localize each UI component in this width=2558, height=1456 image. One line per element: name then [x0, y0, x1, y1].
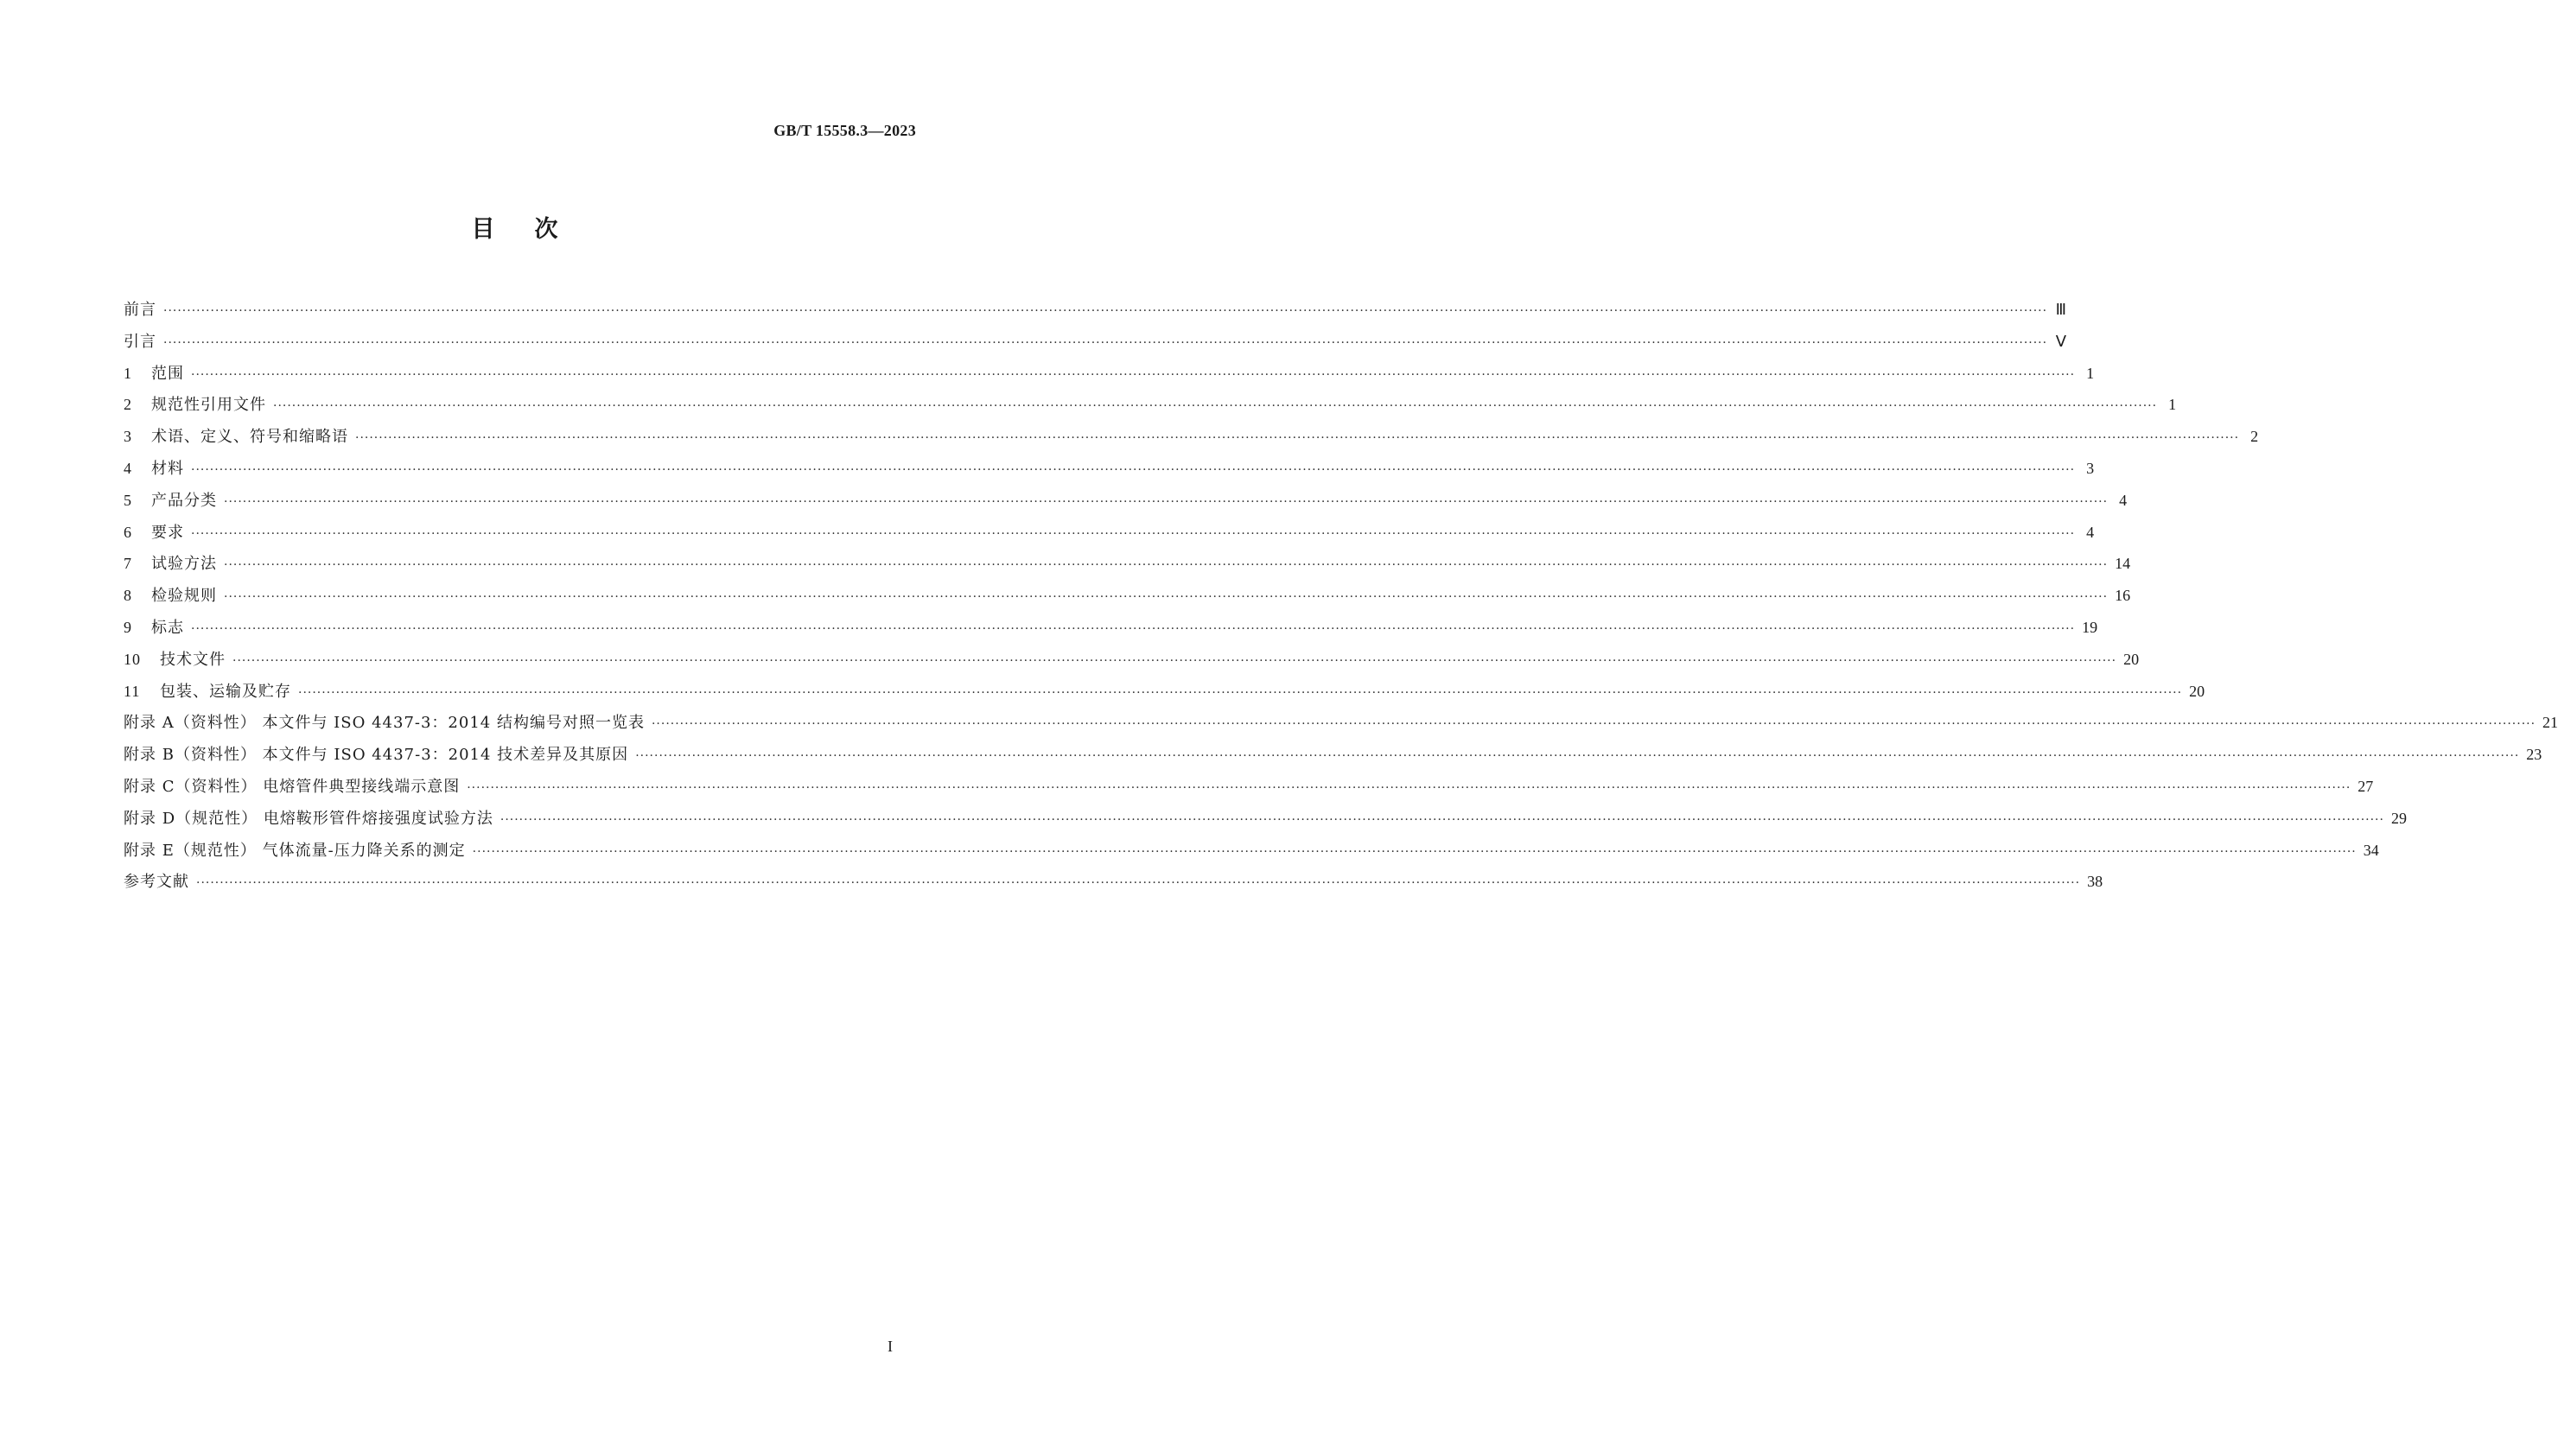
table-of-contents [124, 294, 2558, 898]
toc-entry-page: 29 [2390, 809, 2407, 827]
toc-dot-leader: ················································································································································································································································································································································································································ [224, 590, 2109, 605]
toc-entry[interactable] [124, 771, 2374, 803]
toc-entry-label [124, 453, 184, 486]
toc-entry-label [124, 517, 184, 550]
toc-entry-number: 2 [124, 396, 132, 414]
toc-entry[interactable] [124, 358, 2095, 390]
toc-entry-number: 1 [124, 364, 132, 382]
page-number: I [888, 1338, 893, 1355]
toc-entry-page: 3 [2086, 459, 2095, 477]
toc-entry-text: 技术文件 [160, 650, 226, 669]
toc-entry[interactable] [124, 453, 2095, 485]
toc-entry[interactable] [124, 389, 2177, 421]
toc-dot-leader: ················································································································································································································································································································································································································ [500, 812, 2384, 827]
toc-entry-text: 范围 [151, 364, 184, 383]
toc-entry-label [124, 485, 217, 518]
toc-dot-leader: ················································································································································································································································································································································································································ [298, 685, 2183, 700]
toc-entry-text: 参考文献 [124, 873, 189, 892]
toc-entry-page: 2 [2250, 428, 2259, 446]
toc-entry[interactable] [124, 294, 2067, 326]
toc-dot-leader: ················································································································································································································································································································································································································ [635, 749, 2520, 764]
toc-entry-number: 7 [124, 555, 132, 573]
toc-entry[interactable] [124, 803, 2407, 835]
toc-entry-number: 9 [124, 618, 132, 636]
toc-dot-leader: ················································································································································································································································································································································································································ [467, 780, 2351, 795]
toc-entry-page: 4 [2119, 491, 2128, 509]
toc-dot-leader: ················································································································································································································································································································································································································ [163, 304, 2048, 318]
toc-entry-label [124, 389, 266, 422]
toc-entry-text: 术语、定义、符号和缩略语 [151, 428, 348, 447]
toc-entry-page: 1 [2086, 364, 2095, 382]
toc-entry-text: 附录 B（资料性） 本文件与 ISO 4437-3：2014 技术差异及其原因 [124, 746, 629, 765]
toc-dot-leader: ················································································································································································································································································································································································································ [355, 431, 2240, 446]
toc-entry-label [124, 295, 156, 327]
toc-entry-text: 要求 [151, 523, 184, 542]
toc-entry[interactable] [124, 517, 2095, 549]
toc-entry-page: 38 [2087, 873, 2103, 891]
toc-entry-page: 19 [2082, 618, 2098, 636]
toc-entry-page: 23 [2526, 746, 2542, 764]
toc-entry[interactable] [124, 707, 2558, 739]
toc-entry-text: 附录 C（资料性） 电熔管件典型接线端示意图 [124, 777, 461, 796]
toc-entry-page: 14 [2115, 555, 2131, 573]
toc-entry[interactable] [124, 421, 2259, 453]
toc-entry-label [124, 358, 184, 391]
toc-entry-page: 20 [2189, 682, 2205, 700]
toc-entry[interactable] [124, 612, 2098, 644]
toc-entry-page: 21 [2542, 714, 2558, 732]
toc-entry-number: 8 [124, 587, 132, 605]
standard-code: GB/T 15558.3—2023 [773, 122, 916, 139]
toc-entry[interactable] [124, 548, 2131, 580]
toc-entry-label [124, 327, 156, 359]
toc-entry-text: 材料 [151, 459, 184, 478]
toc-entry-number: 4 [124, 459, 132, 477]
toc-dot-leader: ················································································································································································································································································································································································································ [224, 494, 2109, 509]
toc-dot-leader: ················································································································································································································································································································································································································ [232, 653, 2117, 668]
toc-entry-text: 附录 A（资料性） 本文件与 ISO 4437-3：2014 结构编号对照一览表 [124, 714, 645, 733]
toc-entry-number: 11 [124, 682, 141, 700]
toc-entry-page: 16 [2115, 587, 2131, 605]
toc-entry-page: Ⅲ [2055, 301, 2067, 318]
toc-dot-leader: ················································································································································································································································································································································································································ [163, 335, 2048, 350]
toc-entry-label [124, 708, 645, 740]
toc-entry-label [124, 740, 628, 772]
toc-entry-text: 前言 [124, 301, 156, 319]
toc-entry[interactable] [124, 326, 2067, 358]
toc-entry-text: 附录 D（规范性） 电熔鞍形管件熔接强度试验方法 [124, 809, 493, 828]
toc-dot-leader: ················································································································································································································································································································································································································ [196, 876, 2081, 891]
toc-dot-leader: ················································································································································································································································································································································································································ [191, 621, 2076, 636]
toc-entry[interactable] [124, 485, 2128, 517]
toc-entry-label [124, 580, 217, 613]
toc-entry[interactable] [124, 835, 2379, 867]
toc-entry-page: 1 [2168, 396, 2177, 414]
toc-dot-leader: ················································································································································································································································································································································································································ [224, 558, 2109, 573]
toc-entry-label [124, 612, 184, 645]
toc-entry-number: 5 [124, 491, 132, 509]
toc-entry-page: 34 [2363, 841, 2379, 859]
toc-entry-page: 4 [2086, 523, 2095, 541]
toc-entry-label [124, 548, 217, 581]
toc-entry-label [124, 804, 493, 836]
toc-entry-label [124, 644, 226, 677]
toc-dot-leader: ················································································································································································································································································································································································································ [191, 462, 2076, 477]
toc-entry-label [124, 772, 460, 804]
toc-entry[interactable] [124, 739, 2542, 771]
toc-dot-leader: ················································································································································································································································································································································································································ [191, 367, 2076, 382]
toc-entry-label [124, 676, 291, 709]
toc-entry-page: 27 [2358, 777, 2374, 795]
toc-entry[interactable] [124, 676, 2205, 708]
toc-entry-number: 3 [124, 428, 132, 446]
toc-entry-text: 产品分类 [151, 491, 217, 510]
toc-entry-text: 附录 E（规范性） 气体流量-压力降关系的测定 [124, 841, 466, 860]
toc-entry-number: 10 [124, 650, 141, 668]
toc-dot-leader: ················································································································································································································································································································································································································ [651, 717, 2536, 732]
toc-entry-text: 规范性引用文件 [151, 396, 266, 415]
toc-dot-leader: ················································································································································································································································································································································································································ [472, 844, 2357, 859]
toc-entry-text: 检验规则 [151, 587, 217, 606]
toc-entry-text: 试验方法 [151, 555, 217, 574]
toc-entry-label [124, 867, 189, 899]
toc-entry-label [124, 421, 348, 454]
toc-entry-page: Ⅴ [2055, 332, 2067, 350]
toc-dot-leader: ················································································································································································································································································································································································································ [273, 399, 2158, 414]
toc-entry[interactable] [124, 580, 2131, 612]
toc-entry-label [124, 836, 466, 868]
toc-entry-text: 引言 [124, 332, 156, 351]
toc-entry-number: 6 [124, 523, 132, 541]
toc-entry[interactable] [124, 866, 2103, 898]
toc-entry-text: 标志 [151, 618, 184, 637]
toc-entry[interactable] [124, 644, 2140, 676]
toc-dot-leader: ················································································································································································································································································································································································································ [191, 526, 2076, 541]
toc-entry-text: 包装、运输及贮存 [160, 682, 291, 701]
toc-entry-page: 20 [2123, 650, 2140, 668]
page-title: 目次 [471, 216, 598, 243]
